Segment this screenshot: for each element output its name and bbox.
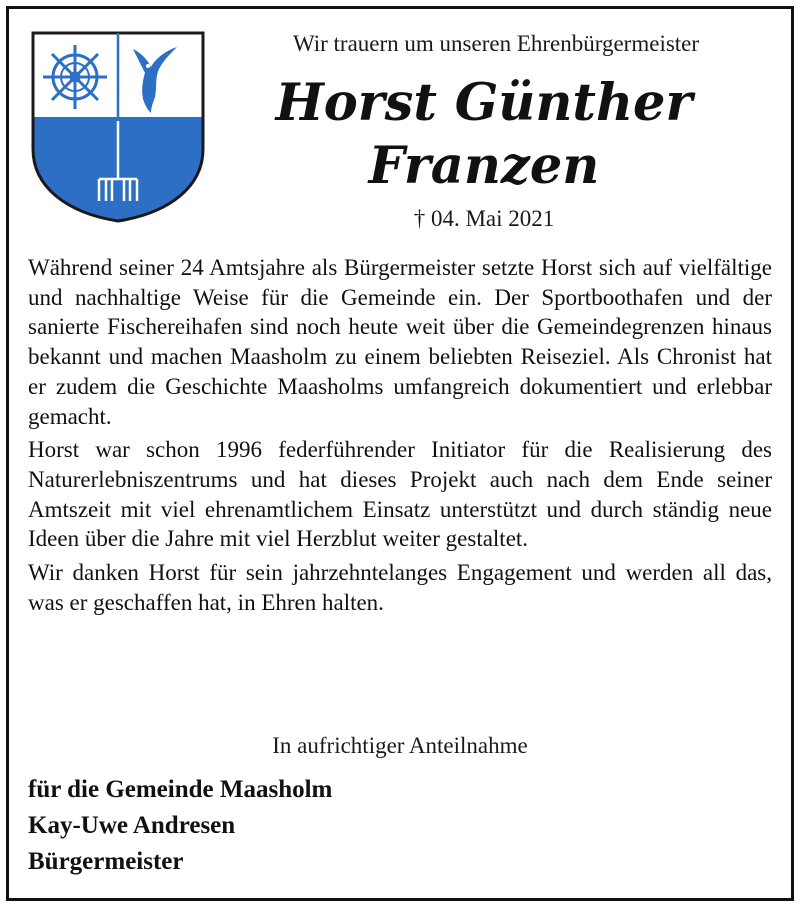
notice-body xyxy=(28,253,772,621)
body-paragraph: Horst war schon 1996 federführender Initiator für die Realisierung des Naturerlebniszentrums und hat dieses Projekt auch nach dem Ende seiner Amtszeit mit viel ehrenamtlichem Einsatz unterstützt und durch ständig neue Ideen über die Jahre mit viel Herzblut weiter gestaltet. xyxy=(28,437,772,552)
body-paragraph: Wir danken Horst für sein jahrzehntelanges Engagement und werden all das, was er geschaffen hat, in Ehren halten. xyxy=(28,560,772,615)
signature-block xyxy=(28,772,772,880)
signature-title: Bürgermeister xyxy=(28,848,184,875)
deceased-name-line-2: Franzen xyxy=(368,136,600,196)
deceased-name xyxy=(212,72,756,198)
signature-name: Kay-Uwe Andresen xyxy=(28,812,236,839)
coat-of-arms xyxy=(29,29,207,225)
closing-line: In aufrichtiger Anteilnahme xyxy=(272,733,528,758)
body-paragraph: Während seiner 24 Amtsjahre als Bürgermeister setzte Horst sich auf vielfältige und nachhaltige Weise für die Gemeinde ein. Der Sportboothafen und der sanierte Fischereihafen sind noch heute weit über die Gemeindegrenzen hinaus bekannt und machen Maasholm zu einem beliebten Reiseziel. Als Chronist hat er zudem die Geschichte Maasholms umfangreich dokumentiert und erlebbar gemacht. xyxy=(28,255,772,429)
death-date: † 04. Mai 2021 xyxy=(413,206,555,231)
deceased-name-line-1: Horst Günther xyxy=(275,73,693,133)
signature-organization: für die Gemeinde Maasholm xyxy=(28,776,333,803)
ship-wheel-icon xyxy=(43,45,107,109)
notice-intro: Wir trauern um unseren Ehrenbürgermeister xyxy=(292,31,700,56)
